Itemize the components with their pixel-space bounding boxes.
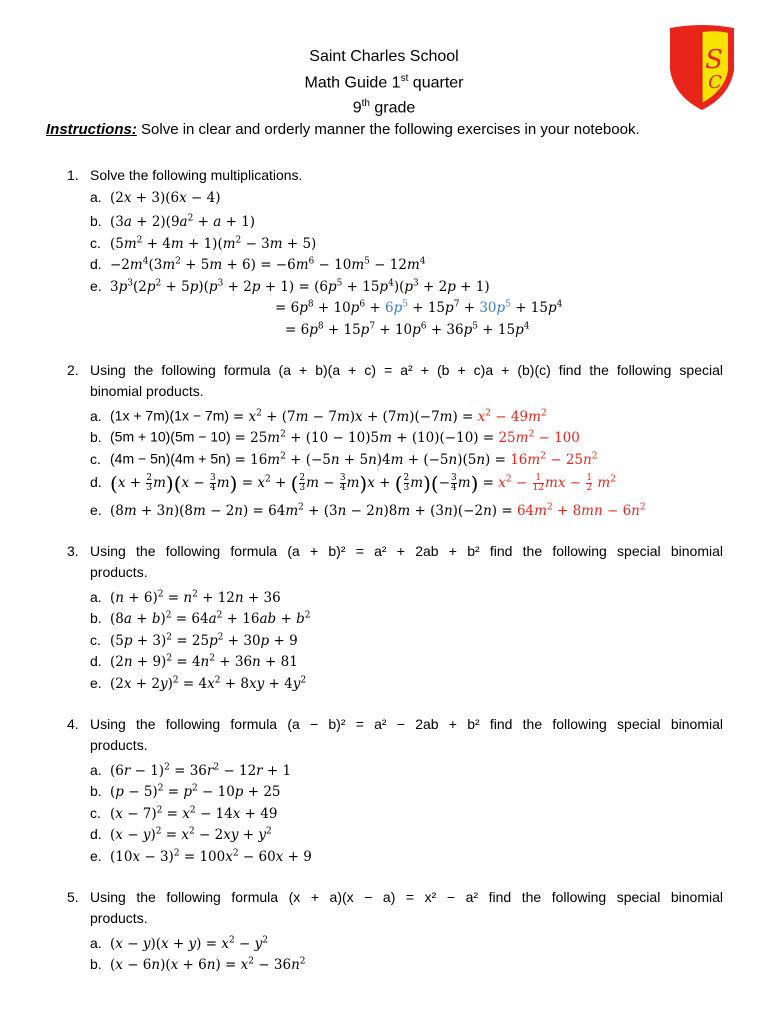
question-2-text-1: Using the following formula (a + b)(a + c) = a² + (b + c)a + (b)(c) find the following special bbox=[90, 362, 723, 378]
q3-item-c: c. $(5p + 3)^2 = 25p^2 + 30p + 9$ bbox=[90, 631, 298, 649]
q1-item-a: a. (2x + 3)(6x − 4) bbox=[90, 189, 221, 206]
q1-item-e-step-3: = $6p^8 + 15p^7 + 10p^6 + 36p^5 + 15p^4$ bbox=[285, 321, 530, 338]
q2-item-e: e. $(8m + 3n)(8m - 2n) = 64m^2 + (3n - 2n)8m + (3n)(-2n) = 64m^2 + 8mn - 6n^2$ bbox=[90, 501, 646, 519]
q4-item-b: b. $(p - 5)^2 = p^2 - 10p + 25$ bbox=[90, 782, 281, 800]
q2-item-c: c. $(4m - 5n)(4m + 5n) = 16m^2 + (-5n + 5n)4m + (-5n)(5n) = 16m^2 - 25n^2$ bbox=[90, 450, 598, 468]
q4-item-d: d. $(x - y)^2 = x^2 - 2xy + y^2$ bbox=[90, 825, 272, 843]
q2-item-d: d. (x + $\frac{2}{3}$ m)(x − $\frac{3}{4}$ $m) = x^2$ + ( $\frac{2}{3}$ m − $\frac{3}{4}$ m)x + ( $\frac{2}{3}$ m)(− $\frac{3}{4}$ $m) = x^2$ − $\frac{1}{12}$ mx − $\frac{1}{2}$ $m^2$ bbox=[90, 471, 616, 495]
grade-title: 9th grade bbox=[352, 98, 416, 117]
instructions bbox=[46, 121, 640, 138]
school-shield-logo bbox=[668, 24, 736, 112]
q3-item-b: b. $(8a + b)^2 = 64a^2 + 16ab + b^2$ bbox=[90, 609, 311, 627]
q2-item-b: b. $(5m + 10)(5m - 10) = 25m^2 + (10 - 10)5m + (10)(-10) = 25m^2 - 100$ bbox=[90, 428, 580, 446]
question-3-number: 3. bbox=[67, 543, 79, 559]
instructions-text: Solve in clear and orderly manner the following exercises in your notebook. bbox=[136, 121, 640, 138]
question-2-text-2: binomial products. bbox=[90, 383, 204, 399]
question-3-text-2: products. bbox=[90, 564, 148, 580]
q4-item-e: e. $(10x - 3)^2 = 100x^2 - 60x + 9$ bbox=[90, 847, 312, 865]
svg-text:S: S bbox=[705, 45, 723, 75]
q1-item-e-step-2: = $6p^8 + 10p^6 + 6p^5 + 15p^7 + 30p^5 + 15p^4$ bbox=[275, 299, 563, 316]
q3-item-d: d. $(2n + 9)^2 = 4n^2 + 36n + 81$ bbox=[90, 652, 298, 670]
question-4-text-1: Using the following formula (a − b)² = a² − 2ab + b² find the following special binomial bbox=[90, 716, 723, 732]
q1-item-e: e. $3p^3(2p^2 + 5p)(p^3 + 2p + 1) = (6p^5 + 15p^4)(p^3 + 2p + 1)$ bbox=[90, 277, 490, 295]
q2-item-a: a. $(1x + 7m)(1x - 7m) = x^2 + (7m - 7m)x + (7m)(-7m) = x^2 - 49m^2$ bbox=[90, 407, 547, 425]
q1-item-d: d. $-2m^4(3m^2 + 5m + 6) = -6m^6 - 10m^5 - 12m^4$ bbox=[90, 255, 426, 273]
question-5-number: 5. bbox=[67, 889, 79, 905]
q4-item-a: a. $(6r - 1)^2 = 36r^2 - 12r + 1$ bbox=[90, 761, 292, 779]
guide-title: Math Guide 1st quarter bbox=[304, 73, 464, 92]
question-3-text-1: Using the following formula (a + b)² = a² + 2ab + b² find the following special binomial bbox=[90, 543, 723, 559]
question-5-text-2: products. bbox=[90, 910, 148, 926]
q1-item-b: b. $(3a + 2)(9a^2 + a + 1)$ bbox=[90, 212, 256, 230]
q5-item-b: b. $(x - 6n)(x + 6n) = x^2 - 36n^2$ bbox=[90, 955, 306, 973]
school-name: Saint Charles School bbox=[309, 48, 459, 65]
q3-item-a: a. $(n + 6)^2 = n^2 + 12n + 36$ bbox=[90, 588, 281, 606]
question-4-text-2: products. bbox=[90, 737, 148, 753]
svg-text:C: C bbox=[708, 72, 722, 93]
q5-item-a: a. $(x - y)(x + y) = x^2 - y^2$ bbox=[90, 934, 268, 952]
question-5-text-1: Using the following formula (x + a)(x − a) = x² − a² find the following special binomial bbox=[90, 889, 723, 905]
q4-item-c: c. $(x - 7)^2 = x^2 - 14x + 49$ bbox=[90, 804, 278, 822]
q1-item-c: c. $(5m^2 + 4m + 1)(m^2 - 3m + 5)$ bbox=[90, 234, 317, 252]
question-4-number: 4. bbox=[67, 716, 79, 732]
question-1: 1. Solve the following multiplications. bbox=[67, 167, 303, 183]
question-2-number: 2. bbox=[67, 362, 79, 378]
instructions-label: Instructions: bbox=[46, 121, 137, 138]
q3-item-e: e. $(2x + 2y)^2 = 4x^2 + 8xy + 4y^2$ bbox=[90, 674, 307, 692]
